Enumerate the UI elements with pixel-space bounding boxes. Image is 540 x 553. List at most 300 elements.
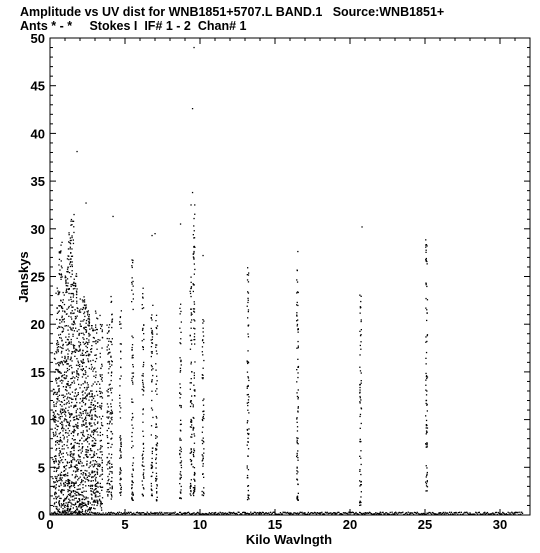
data-point [97, 402, 98, 403]
data-point [85, 510, 86, 511]
data-point [142, 455, 143, 456]
data-point [87, 449, 88, 450]
data-point [297, 471, 298, 472]
x-axis [46, 38, 515, 532]
data-point [60, 279, 61, 280]
data-point [84, 312, 85, 313]
data-point [132, 267, 133, 268]
data-point [194, 214, 195, 215]
data-point [426, 260, 427, 261]
data-point [119, 402, 120, 403]
data-point [56, 502, 57, 503]
data-point [87, 376, 88, 377]
data-point [155, 344, 156, 345]
data-point [81, 432, 82, 433]
data-point [91, 477, 92, 478]
data-point [58, 464, 59, 465]
data-point [66, 445, 67, 446]
data-point [83, 307, 84, 308]
data-point [58, 344, 59, 345]
data-point [60, 245, 61, 246]
data-point [202, 322, 203, 323]
data-point [55, 428, 56, 429]
data-point [86, 491, 87, 492]
data-point [107, 468, 108, 469]
data-point [120, 467, 121, 468]
data-point [142, 458, 143, 459]
data-point [426, 474, 427, 475]
data-point [67, 358, 68, 359]
data-point [151, 328, 152, 329]
data-point [296, 437, 297, 438]
data-point [193, 448, 194, 449]
data-point [55, 488, 56, 489]
data-point [102, 324, 103, 325]
baseline-point [476, 512, 477, 513]
data-point [83, 383, 84, 384]
data-point [203, 458, 204, 459]
data-point [359, 471, 360, 472]
data-point [108, 395, 109, 396]
data-point [60, 300, 61, 301]
data-point [203, 328, 204, 329]
data-point [86, 355, 87, 356]
data-point [81, 425, 82, 426]
data-point [55, 417, 56, 418]
data-point [120, 417, 121, 418]
data-point [68, 307, 69, 308]
data-point [81, 384, 82, 385]
data-point [82, 394, 83, 395]
data-point [67, 402, 68, 403]
data-point [94, 493, 95, 494]
data-point [59, 274, 60, 275]
data-point [55, 435, 56, 436]
data-point [142, 308, 143, 309]
data-point [91, 402, 92, 403]
data-point [102, 337, 103, 338]
data-point [157, 497, 158, 498]
data-point [64, 466, 65, 467]
data-point [131, 301, 132, 302]
data-point [111, 423, 112, 424]
data-point [297, 460, 298, 461]
data-point [203, 487, 204, 488]
data-point [110, 447, 111, 448]
data-point [87, 388, 88, 389]
data-point [67, 349, 68, 350]
data-point [56, 478, 57, 479]
data-point [111, 464, 112, 465]
data-point [81, 494, 82, 495]
data-point [72, 413, 73, 414]
data-point [73, 288, 74, 289]
data-point [156, 491, 157, 492]
data-point [156, 463, 157, 464]
data-point [109, 352, 110, 353]
data-point [97, 492, 98, 493]
data-point [191, 424, 192, 425]
data-point [71, 344, 72, 345]
data-point [248, 309, 249, 310]
data-point [63, 475, 64, 476]
data-point [155, 370, 156, 371]
data-point [75, 483, 76, 484]
data-point [63, 511, 64, 512]
data-point [179, 328, 180, 329]
data-point [190, 495, 191, 496]
data-point [111, 454, 112, 455]
data-point [108, 368, 109, 369]
data-point [76, 410, 77, 411]
data-point [80, 298, 81, 299]
data-point [64, 475, 65, 476]
data-point [59, 478, 60, 479]
data-point [156, 454, 157, 455]
data-point [297, 325, 298, 326]
data-point [97, 417, 98, 418]
data-point [180, 420, 181, 421]
data-point [80, 409, 81, 410]
data-point [131, 380, 132, 381]
data-point [94, 430, 95, 431]
data-point [56, 382, 57, 383]
data-point [360, 349, 361, 350]
data-point [68, 325, 69, 326]
data-point [143, 390, 144, 391]
data-point [96, 468, 97, 469]
baseline-point [447, 513, 448, 514]
data-point [110, 366, 111, 367]
data-point [73, 243, 74, 244]
data-point [100, 451, 101, 452]
data-point [53, 435, 54, 436]
data-point [96, 318, 97, 319]
data-point [63, 435, 64, 436]
data-point [248, 448, 249, 449]
data-point [71, 485, 72, 486]
data-point [100, 445, 101, 446]
data-point [107, 403, 108, 404]
data-point [97, 466, 98, 467]
data-point [102, 497, 103, 498]
data-point [70, 496, 71, 497]
data-point [131, 265, 132, 266]
data-point [53, 402, 54, 403]
data-point [61, 480, 62, 481]
data-point [86, 451, 87, 452]
data-point [190, 293, 191, 294]
data-point [142, 480, 143, 481]
data-point [85, 498, 86, 499]
baseline-point [180, 512, 181, 513]
data-point [94, 395, 95, 396]
data-point [61, 266, 62, 267]
data-point [56, 493, 57, 494]
data-point [203, 335, 204, 336]
data-point [78, 334, 79, 335]
data-point-outlier [192, 192, 193, 193]
data-point [80, 344, 81, 345]
data-point [76, 426, 77, 427]
data-point [76, 464, 77, 465]
data-point [190, 335, 191, 336]
data-point [86, 330, 87, 331]
data-point [53, 389, 54, 390]
data-point [78, 341, 79, 342]
data-point [111, 392, 112, 393]
data-point [179, 454, 180, 455]
data-point [72, 261, 73, 262]
data-point [68, 299, 69, 300]
data-point [191, 371, 192, 372]
data-point [120, 343, 121, 344]
data-point [67, 475, 68, 476]
chart-title: Amplitude vs UV dist for WNB1851+5707.L BAND.1 Source:WNB1851+ [20, 5, 445, 19]
data-point [101, 326, 102, 327]
data-point [359, 416, 360, 417]
data-point [180, 361, 181, 362]
data-point [426, 312, 427, 313]
data-point [131, 290, 132, 291]
data-point [79, 506, 80, 507]
data-point [95, 480, 96, 481]
data-point [94, 464, 95, 465]
data-point [181, 364, 182, 365]
data-point [59, 319, 60, 320]
data-point [59, 453, 60, 454]
data-point [69, 342, 70, 343]
data-point [82, 353, 83, 354]
data-point [71, 323, 72, 324]
data-point [194, 475, 195, 476]
data-point [56, 471, 57, 472]
data-point [427, 481, 428, 482]
data-point [71, 318, 72, 319]
data-point [70, 305, 71, 306]
data-point [100, 393, 101, 394]
data-point [101, 379, 102, 380]
data-point [59, 291, 60, 292]
data-point [108, 447, 109, 448]
data-point [361, 464, 362, 465]
data-point [71, 399, 72, 400]
data-point [62, 319, 63, 320]
data-point [83, 339, 84, 340]
data-point [155, 459, 156, 460]
data-point [76, 415, 77, 416]
data-point [152, 451, 153, 452]
data-point [56, 468, 57, 469]
data-point [248, 428, 249, 429]
data-point [81, 424, 82, 425]
data-point [180, 304, 181, 305]
data-point [151, 369, 152, 370]
data-point [181, 407, 182, 408]
data-point [361, 319, 362, 320]
data-point [56, 380, 57, 381]
data-point [73, 351, 74, 352]
data-point [64, 396, 65, 397]
data-point [96, 477, 97, 478]
data-point [59, 450, 60, 451]
data-point [56, 470, 57, 471]
data-point [427, 335, 428, 336]
data-point [64, 400, 65, 401]
data-point [70, 454, 71, 455]
data-point-outlier [180, 223, 181, 224]
data-point [94, 424, 95, 425]
data-point [73, 435, 74, 436]
data-point [359, 480, 360, 481]
data-point [77, 508, 78, 509]
data-point [202, 346, 203, 347]
data-point [248, 469, 249, 470]
data-point [101, 374, 102, 375]
data-point [82, 309, 83, 310]
data-point [142, 409, 143, 410]
data-point [93, 405, 94, 406]
data-point [248, 311, 249, 312]
data-point [83, 342, 84, 343]
data-point [77, 476, 78, 477]
data-point [97, 463, 98, 464]
data-point [181, 321, 182, 322]
data-point [296, 381, 297, 382]
data-point [77, 443, 78, 444]
data-point [72, 431, 73, 432]
data-point [59, 400, 60, 401]
data-point-outlier [85, 202, 86, 203]
data-point [71, 301, 72, 302]
data-point [64, 372, 65, 373]
data-point [79, 500, 80, 501]
data-point [360, 414, 361, 415]
data-point [152, 458, 153, 459]
data-point [72, 336, 73, 337]
data-point [361, 407, 362, 408]
data-point [426, 309, 427, 310]
data-point [73, 371, 74, 372]
data-point [73, 407, 74, 408]
data-point [57, 442, 58, 443]
data-point [53, 487, 54, 488]
data-point [81, 481, 82, 482]
data-point [88, 504, 89, 505]
data-point [70, 299, 71, 300]
data-point [90, 490, 91, 491]
data-point [70, 464, 71, 465]
data-point [202, 427, 203, 428]
data-point [68, 385, 69, 386]
data-point [81, 504, 82, 505]
data-point [360, 439, 361, 440]
data-point [90, 409, 91, 410]
data-point [76, 402, 77, 403]
data-point [193, 218, 194, 219]
data-point [71, 453, 72, 454]
data-point [53, 394, 54, 395]
data-point [427, 427, 428, 428]
data-point [74, 485, 75, 486]
data-point [58, 414, 59, 415]
data-point [156, 315, 157, 316]
data-point [83, 359, 84, 360]
data-point [58, 369, 59, 370]
data-point [64, 507, 65, 508]
data-point [55, 487, 56, 488]
data-point [55, 410, 56, 411]
data-point [99, 466, 100, 467]
data-point [109, 474, 110, 475]
data-point [67, 454, 68, 455]
data-point [55, 359, 56, 360]
data-point [142, 328, 143, 329]
data-point [70, 329, 71, 330]
data-point [72, 285, 73, 286]
data-point [89, 424, 90, 425]
data-point [78, 394, 79, 395]
data-point [73, 239, 74, 240]
data-point [84, 387, 85, 388]
data-point [57, 378, 58, 379]
data-point [67, 439, 68, 440]
data-point [91, 364, 92, 365]
data-point [53, 506, 54, 507]
baseline-point [327, 512, 328, 513]
data-point [180, 313, 181, 314]
data-point [61, 475, 62, 476]
data-point [107, 437, 108, 438]
data-point [151, 494, 152, 495]
data-point [81, 473, 82, 474]
data-point [120, 451, 121, 452]
data-point [94, 455, 95, 456]
data-point [360, 306, 361, 307]
data-point [111, 319, 112, 320]
data-point [107, 430, 108, 431]
data-point [87, 438, 88, 439]
data-point [247, 386, 248, 387]
data-point [69, 417, 70, 418]
data-point [76, 301, 77, 302]
data-point [111, 406, 112, 407]
data-point [89, 428, 90, 429]
data-point [426, 427, 427, 428]
baseline-point [250, 512, 251, 513]
data-point [53, 498, 54, 499]
data-point [297, 396, 298, 397]
data-point [107, 353, 108, 354]
data-point [425, 336, 426, 337]
data-point [110, 403, 111, 404]
data-point [67, 283, 68, 284]
data-point [53, 434, 54, 435]
data-point [157, 436, 158, 437]
data-point [107, 361, 108, 362]
data-point [360, 313, 361, 314]
data-point [76, 358, 77, 359]
data-point [60, 409, 61, 410]
baseline-point [391, 512, 392, 513]
data-point [72, 457, 73, 458]
data-point [69, 369, 70, 370]
data-point [68, 316, 69, 317]
data-point [53, 481, 54, 482]
data-point [297, 398, 298, 399]
data-point [194, 433, 195, 434]
data-point [95, 502, 96, 503]
